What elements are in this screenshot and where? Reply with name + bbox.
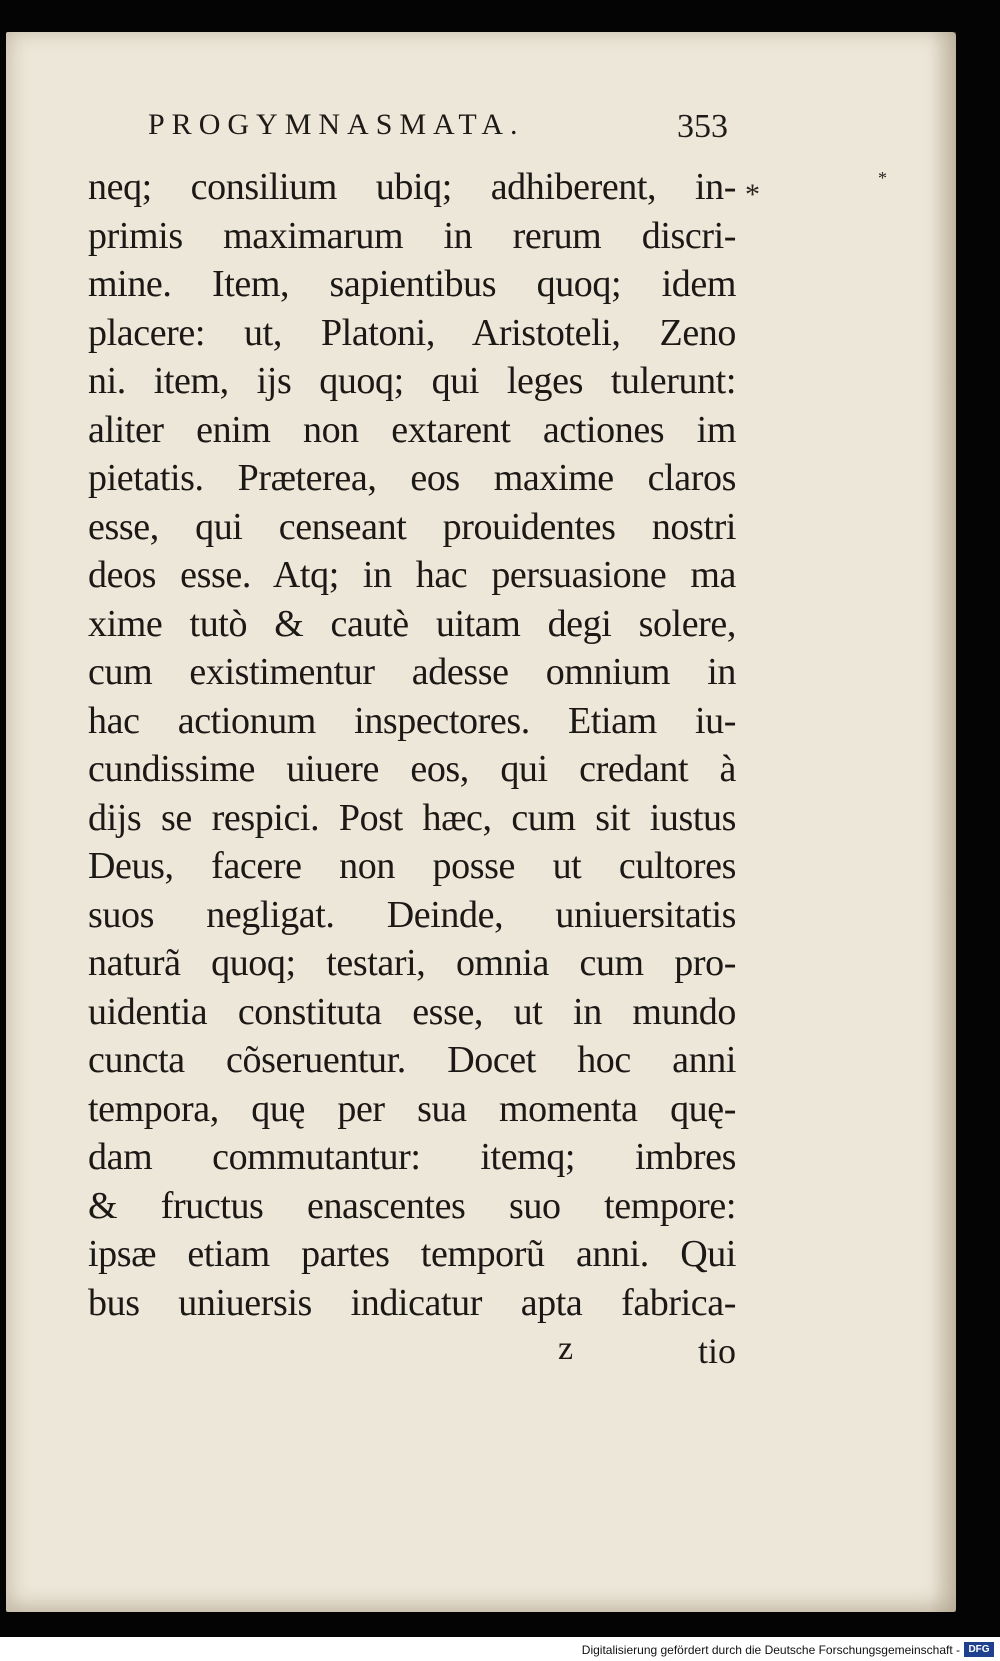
text-line: mine. Item, sapientibus quoq; idem xyxy=(88,263,736,305)
text-line: tempora, quę per sua momenta quę- xyxy=(88,1087,736,1130)
text-line: neq; consilium ubiq; adhiberent, in- xyxy=(88,166,736,208)
text-line: aliter enim non extarent actiones im xyxy=(88,408,736,451)
digitization-credit: Digitalisierung gefördert durch die Deutsche Forschungsgemeinschaft - xyxy=(581,1643,960,1657)
text-line: pietatis. Præterea, eos maxime claros xyxy=(88,457,736,499)
dfg-logo: DFG xyxy=(964,1642,994,1657)
text-line: bus uniuersis indicatur apta fabrica- xyxy=(88,1281,736,1324)
text-line: cundissime uiuere eos, qui credant à xyxy=(88,748,736,790)
text-line: hac actionum inspectores. Etiam iu- xyxy=(88,699,736,742)
text-line: suos negligat. Deinde, uniuersitatis xyxy=(88,893,736,936)
margin-asterisk-mark: * xyxy=(745,178,760,211)
margin-small-mark: * xyxy=(878,168,887,188)
text-line: placere: ut, Platoni, Aristoteli, Zeno xyxy=(88,311,736,354)
text-line: dijs se respici. Post hæc, cum sit iustus xyxy=(88,796,736,839)
text-line: deos esse. Atq; in hac persuasione ma xyxy=(88,554,736,596)
running-head-title: PROGYMNASMATA. xyxy=(148,108,525,141)
body-text xyxy=(88,163,736,1327)
text-line: ipsæ etiam partes temporũ anni. Qui xyxy=(88,1233,736,1275)
digitization-footer xyxy=(0,1637,1000,1661)
text-line: primis maximarum in rerum discri- xyxy=(88,214,736,257)
catchword: tio xyxy=(697,1331,736,1371)
text-line: xime tutò & cautè uitam degi solere, xyxy=(88,602,736,645)
text-line: & fructus enascentes suo tempore: xyxy=(88,1184,736,1227)
text-line: Deus, facere non posse ut cultores xyxy=(88,845,736,887)
page-number: 353 xyxy=(677,108,728,145)
text-line: naturã quoq; testari, omnia cum pro- xyxy=(88,942,736,984)
running-head xyxy=(148,108,728,148)
text-line: ni. item, ijs quoq; qui leges tulerunt: xyxy=(88,360,736,402)
text-line: uidentia constituta esse, ut in mundo xyxy=(88,990,736,1033)
text-line: esse, qui censeant prouidentes nostri xyxy=(88,505,736,548)
text-line: cum existimentur adesse omnium in xyxy=(88,651,736,693)
text-line: cuncta cõseruentur. Docet hoc anni xyxy=(88,1039,736,1081)
text-line: dam commutantur: itemq; imbres xyxy=(88,1136,736,1178)
catchword-row xyxy=(88,1330,736,1376)
signature-mark: z xyxy=(558,1330,574,1367)
page-gutter-shadow xyxy=(930,32,956,1612)
